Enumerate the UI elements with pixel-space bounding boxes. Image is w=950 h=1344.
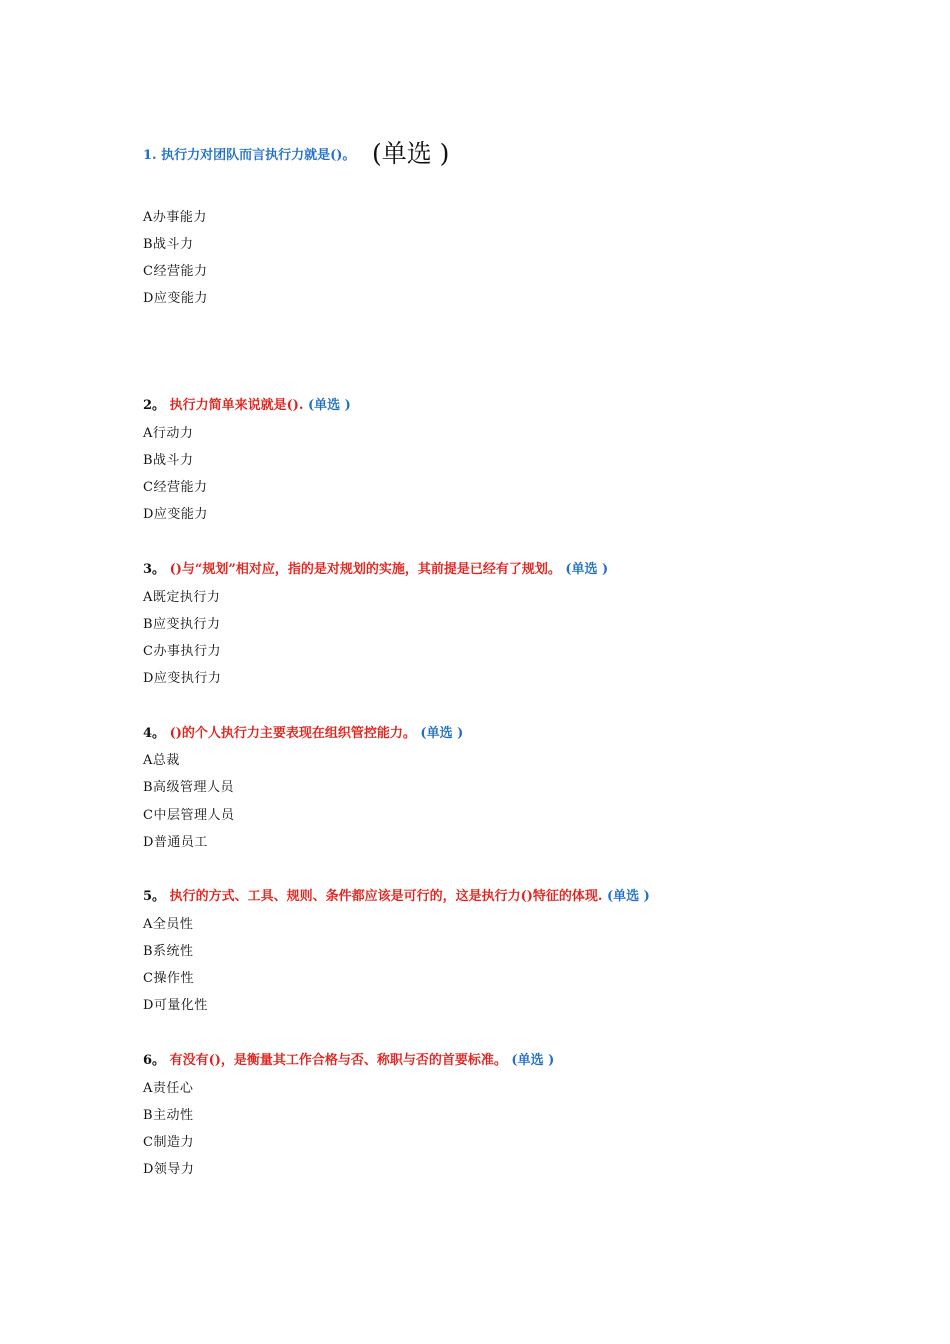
question-3-option-d: D应变执行力 [143,671,222,686]
question-4-option-a: A总裁 [143,753,180,768]
question-4-option-d: D普通员工 [143,835,208,850]
question-2-option-a: A行动力 [143,426,194,441]
question-3-option-c: C办事执行力 [143,644,221,659]
question-6-title [143,1052,554,1070]
question-5-option-d: D可量化性 [143,998,208,1013]
question-4-type-tag: (单选 ) [420,726,464,741]
question-3-text: ()与“规划”相对应，指的是对规划的实施，其前提是已经有了规划。 [169,562,561,577]
question-6-text: 有没有()，是衡量其工作合格与否、称职与否的首要标准。 [169,1053,507,1068]
question-2-text: 执行力简单来说就是(). [169,398,304,413]
question-6-type-tag: (单选 ) [511,1053,555,1068]
question-3-option-b: B应变执行力 [143,617,221,632]
question-5-number: 5。 [143,889,166,904]
question-1-type-tag: (单选 ) [371,139,450,168]
question-1-option-a: A办事能力 [143,210,207,225]
question-4-text: ()的个人执行力主要表现在组织管控能力。 [169,726,416,741]
question-5-option-b: B系统性 [143,944,194,959]
question-3-title [143,561,608,579]
question-5-text: 执行的方式、工具、规则、条件都应该是可行的，这是执行力()特征的体现. [169,889,603,904]
question-2-option-c: C经营能力 [143,480,208,495]
question-3-type-tag: (单选 ) [565,562,609,577]
question-4-number: 4。 [143,726,166,741]
question-5-option-a: A全员性 [143,917,194,932]
question-6-option-c: C制造力 [143,1135,194,1150]
question-5-title [143,888,650,906]
question-4-title [143,725,463,743]
question-6-option-d: D领导力 [143,1162,195,1177]
question-6-option-b: B主动性 [143,1108,194,1123]
question-2-title [143,397,351,415]
question-1-option-d: D应变能力 [143,291,208,306]
question-2-number: 2。 [143,398,166,413]
question-2-option-d: D应变能力 [143,507,208,522]
question-2-option-b: B战斗力 [143,453,194,468]
question-1-number: 1. [143,148,157,163]
question-1-option-b: B战斗力 [143,237,194,252]
question-4-option-b: B高级管理人员 [143,780,235,795]
question-6-option-a: A责任心 [143,1081,194,1096]
question-3-option-a: A既定执行力 [143,590,221,605]
question-1-option-c: C经营能力 [143,264,208,279]
question-5-type-tag: (单选 ) [606,889,650,904]
question-3-number: 3。 [143,562,166,577]
question-2-type-tag: (单选 ) [307,398,351,413]
question-4-option-c: C中层管理人员 [143,808,235,823]
question-1-title [143,139,450,168]
question-5-option-c: C操作性 [143,971,194,986]
question-6-number: 6。 [143,1053,166,1068]
question-1-text: 执行力对团队而言执行力就是()。 [161,148,356,163]
